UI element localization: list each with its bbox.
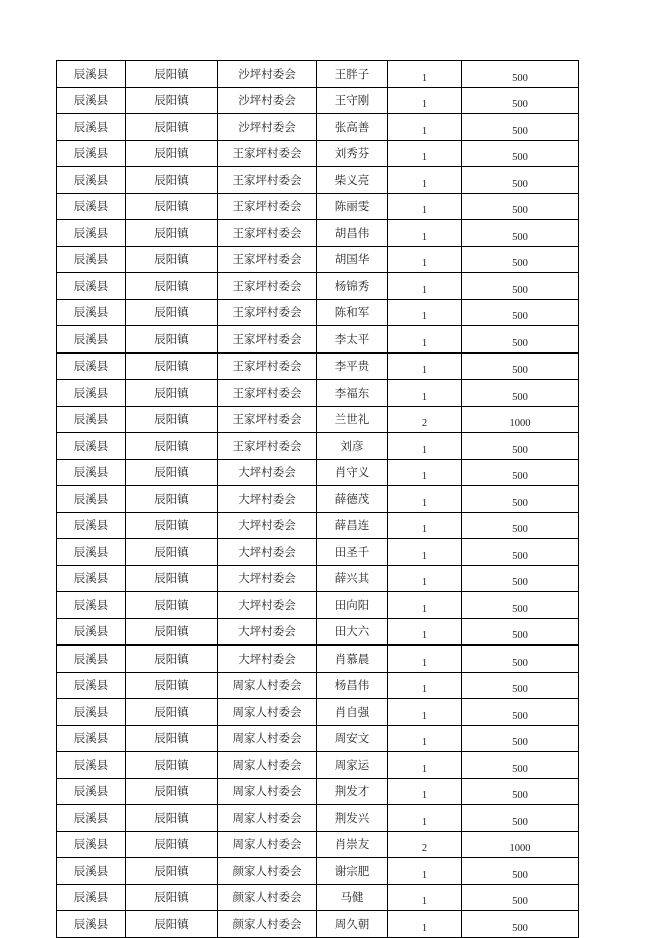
name-cell: 陈丽雯: [317, 193, 388, 220]
town-cell: 辰阳镇: [126, 326, 218, 353]
count-cell: 1: [388, 805, 462, 832]
table-row: [57, 299, 579, 326]
amount-cell: 500: [462, 778, 579, 805]
town-cell: 辰阳镇: [126, 140, 218, 167]
county-cell: 辰溪县: [57, 831, 126, 858]
county-cell: 辰溪县: [57, 167, 126, 194]
county-cell: 辰溪县: [57, 884, 126, 911]
county-cell: 辰溪县: [57, 380, 126, 407]
count-cell: 1: [388, 752, 462, 779]
town-cell: 辰阳镇: [126, 645, 218, 672]
town-cell: 辰阳镇: [126, 911, 218, 938]
town-cell: 辰阳镇: [126, 752, 218, 779]
table-row: [57, 220, 579, 247]
table-row: [57, 725, 579, 752]
amount-cell: 500: [462, 618, 579, 645]
table-row: [57, 486, 579, 513]
amount-cell: 500: [462, 167, 579, 194]
town-cell: 辰阳镇: [126, 486, 218, 513]
name-cell: 杨锦秀: [317, 273, 388, 300]
count-cell: 1: [388, 193, 462, 220]
name-cell: 刘秀芬: [317, 140, 388, 167]
table-row: [57, 884, 579, 911]
name-cell: 周安文: [317, 725, 388, 752]
count-cell: 1: [388, 353, 462, 380]
village-cell: 王家坪村委会: [218, 380, 317, 407]
count-cell: 1: [388, 565, 462, 592]
county-cell: 辰溪县: [57, 406, 126, 433]
county-cell: 辰溪县: [57, 193, 126, 220]
county-cell: 辰溪县: [57, 486, 126, 513]
village-cell: 大坪村委会: [218, 592, 317, 619]
village-cell: 大坪村委会: [218, 565, 317, 592]
amount-cell: 500: [462, 459, 579, 486]
amount-cell: 500: [462, 672, 579, 699]
county-cell: 辰溪县: [57, 140, 126, 167]
count-cell: 1: [388, 911, 462, 938]
amount-cell: 500: [462, 140, 579, 167]
table-row: [57, 565, 579, 592]
county-cell: 辰溪县: [57, 752, 126, 779]
town-cell: 辰阳镇: [126, 884, 218, 911]
town-cell: 辰阳镇: [126, 220, 218, 247]
county-cell: 辰溪县: [57, 61, 126, 88]
village-cell: 颜家人村委会: [218, 884, 317, 911]
amount-cell: 500: [462, 699, 579, 726]
name-cell: 杨昌伟: [317, 672, 388, 699]
name-cell: 王守刚: [317, 87, 388, 114]
count-cell: 1: [388, 167, 462, 194]
town-cell: 辰阳镇: [126, 699, 218, 726]
name-cell: 荆发兴: [317, 805, 388, 832]
town-cell: 辰阳镇: [126, 273, 218, 300]
amount-cell: 500: [462, 486, 579, 513]
table-row: [57, 645, 579, 672]
village-cell: 沙坪村委会: [218, 87, 317, 114]
village-cell: 沙坪村委会: [218, 114, 317, 141]
county-cell: 辰溪县: [57, 699, 126, 726]
village-cell: 周家人村委会: [218, 831, 317, 858]
count-cell: 1: [388, 220, 462, 247]
amount-cell: 500: [462, 380, 579, 407]
name-cell: 薛昌连: [317, 512, 388, 539]
county-cell: 辰溪县: [57, 433, 126, 460]
county-cell: 辰溪县: [57, 645, 126, 672]
count-cell: 1: [388, 61, 462, 88]
count-cell: 1: [388, 87, 462, 114]
table-row: [57, 273, 579, 300]
county-cell: 辰溪县: [57, 565, 126, 592]
name-cell: 田向阳: [317, 592, 388, 619]
name-cell: 田大六: [317, 618, 388, 645]
count-cell: 1: [388, 858, 462, 885]
count-cell: 2: [388, 831, 462, 858]
village-cell: 周家人村委会: [218, 725, 317, 752]
amount-cell: 500: [462, 193, 579, 220]
village-cell: 周家人村委会: [218, 752, 317, 779]
county-cell: 辰溪县: [57, 326, 126, 353]
count-cell: 1: [388, 618, 462, 645]
count-cell: 1: [388, 380, 462, 407]
name-cell: 肖自强: [317, 699, 388, 726]
name-cell: 刘彦: [317, 433, 388, 460]
village-cell: 周家人村委会: [218, 778, 317, 805]
amount-cell: 500: [462, 61, 579, 88]
table-row: [57, 752, 579, 779]
name-cell: 胡昌伟: [317, 220, 388, 247]
amount-cell: 500: [462, 645, 579, 672]
village-cell: 周家人村委会: [218, 672, 317, 699]
name-cell: 肖慕晨: [317, 645, 388, 672]
name-cell: 张高善: [317, 114, 388, 141]
town-cell: 辰阳镇: [126, 299, 218, 326]
town-cell: 辰阳镇: [126, 725, 218, 752]
table-row: [57, 618, 579, 645]
town-cell: 辰阳镇: [126, 87, 218, 114]
amount-cell: 500: [462, 884, 579, 911]
table-row: [57, 592, 579, 619]
village-cell: 周家人村委会: [218, 699, 317, 726]
amount-cell: 1000: [462, 831, 579, 858]
town-cell: 辰阳镇: [126, 459, 218, 486]
amount-cell: 500: [462, 539, 579, 566]
county-cell: 辰溪县: [57, 672, 126, 699]
village-cell: 王家坪村委会: [218, 433, 317, 460]
table-row: [57, 61, 579, 88]
table-row: [57, 193, 579, 220]
county-cell: 辰溪县: [57, 273, 126, 300]
name-cell: 薛兴其: [317, 565, 388, 592]
village-cell: 颜家人村委会: [218, 911, 317, 938]
town-cell: 辰阳镇: [126, 167, 218, 194]
town-cell: 辰阳镇: [126, 778, 218, 805]
county-cell: 辰溪县: [57, 725, 126, 752]
village-cell: 大坪村委会: [218, 618, 317, 645]
count-cell: 1: [388, 725, 462, 752]
county-cell: 辰溪县: [57, 87, 126, 114]
county-cell: 辰溪县: [57, 618, 126, 645]
count-cell: 1: [388, 299, 462, 326]
amount-cell: 1000: [462, 406, 579, 433]
amount-cell: 500: [462, 725, 579, 752]
village-cell: 大坪村委会: [218, 459, 317, 486]
town-cell: 辰阳镇: [126, 858, 218, 885]
table-row: [57, 831, 579, 858]
name-cell: 马健: [317, 884, 388, 911]
table-row: [57, 326, 579, 353]
town-cell: 辰阳镇: [126, 353, 218, 380]
table-row: [57, 380, 579, 407]
county-cell: 辰溪县: [57, 459, 126, 486]
county-cell: 辰溪县: [57, 805, 126, 832]
amount-cell: 500: [462, 353, 579, 380]
name-cell: 荆发才: [317, 778, 388, 805]
table-row: [57, 167, 579, 194]
table-row: [57, 406, 579, 433]
village-cell: 颜家人村委会: [218, 858, 317, 885]
count-cell: 1: [388, 273, 462, 300]
town-cell: 辰阳镇: [126, 805, 218, 832]
town-cell: 辰阳镇: [126, 618, 218, 645]
amount-cell: 500: [462, 752, 579, 779]
town-cell: 辰阳镇: [126, 114, 218, 141]
town-cell: 辰阳镇: [126, 565, 218, 592]
count-cell: 1: [388, 114, 462, 141]
table-row: [57, 114, 579, 141]
table-row: [57, 353, 579, 380]
count-cell: 1: [388, 672, 462, 699]
village-cell: 大坪村委会: [218, 512, 317, 539]
amount-cell: 500: [462, 433, 579, 460]
name-cell: 肖崇友: [317, 831, 388, 858]
name-cell: 肖守义: [317, 459, 388, 486]
name-cell: 薛德茂: [317, 486, 388, 513]
table-row: [57, 858, 579, 885]
county-cell: 辰溪县: [57, 592, 126, 619]
name-cell: 李太平: [317, 326, 388, 353]
table-row: [57, 539, 579, 566]
town-cell: 辰阳镇: [126, 831, 218, 858]
table-row: [57, 805, 579, 832]
amount-cell: 500: [462, 87, 579, 114]
table-row: [57, 433, 579, 460]
village-cell: 王家坪村委会: [218, 167, 317, 194]
amount-cell: 500: [462, 299, 579, 326]
name-cell: 周家运: [317, 752, 388, 779]
county-cell: 辰溪县: [57, 353, 126, 380]
table-row: [57, 87, 579, 114]
town-cell: 辰阳镇: [126, 592, 218, 619]
town-cell: 辰阳镇: [126, 406, 218, 433]
name-cell: 王胖子: [317, 61, 388, 88]
count-cell: 1: [388, 459, 462, 486]
town-cell: 辰阳镇: [126, 433, 218, 460]
name-cell: 陈和军: [317, 299, 388, 326]
amount-cell: 500: [462, 246, 579, 273]
county-cell: 辰溪县: [57, 220, 126, 247]
count-cell: 1: [388, 326, 462, 353]
county-cell: 辰溪县: [57, 246, 126, 273]
name-cell: 胡国华: [317, 246, 388, 273]
county-cell: 辰溪县: [57, 858, 126, 885]
town-cell: 辰阳镇: [126, 61, 218, 88]
town-cell: 辰阳镇: [126, 672, 218, 699]
count-cell: 1: [388, 778, 462, 805]
count-cell: 1: [388, 539, 462, 566]
count-cell: 1: [388, 433, 462, 460]
count-cell: 2: [388, 406, 462, 433]
amount-cell: 500: [462, 805, 579, 832]
village-cell: 王家坪村委会: [218, 406, 317, 433]
town-cell: 辰阳镇: [126, 539, 218, 566]
town-cell: 辰阳镇: [126, 246, 218, 273]
count-cell: 1: [388, 246, 462, 273]
table-row: [57, 459, 579, 486]
amount-cell: 500: [462, 565, 579, 592]
county-cell: 辰溪县: [57, 778, 126, 805]
village-cell: 周家人村委会: [218, 805, 317, 832]
county-cell: 辰溪县: [57, 114, 126, 141]
town-cell: 辰阳镇: [126, 193, 218, 220]
count-cell: 1: [388, 512, 462, 539]
village-cell: 王家坪村委会: [218, 193, 317, 220]
village-cell: 王家坪村委会: [218, 273, 317, 300]
county-cell: 辰溪县: [57, 299, 126, 326]
amount-cell: 500: [462, 114, 579, 141]
table-row: [57, 140, 579, 167]
amount-cell: 500: [462, 512, 579, 539]
name-cell: 柴义亮: [317, 167, 388, 194]
name-cell: 田圣千: [317, 539, 388, 566]
table-row: [57, 699, 579, 726]
county-cell: 辰溪县: [57, 539, 126, 566]
amount-cell: 500: [462, 326, 579, 353]
village-cell: 王家坪村委会: [218, 220, 317, 247]
village-cell: 大坪村委会: [218, 645, 317, 672]
count-cell: 1: [388, 592, 462, 619]
table-row: [57, 512, 579, 539]
amount-cell: 500: [462, 858, 579, 885]
name-cell: 李平贵: [317, 353, 388, 380]
table-row: [57, 911, 579, 938]
count-cell: 1: [388, 699, 462, 726]
village-cell: 王家坪村委会: [218, 326, 317, 353]
table-row: [57, 778, 579, 805]
village-cell: 大坪村委会: [218, 539, 317, 566]
count-cell: 1: [388, 645, 462, 672]
county-cell: 辰溪县: [57, 512, 126, 539]
name-cell: 兰世礼: [317, 406, 388, 433]
village-cell: 沙坪村委会: [218, 61, 317, 88]
town-cell: 辰阳镇: [126, 380, 218, 407]
village-cell: 王家坪村委会: [218, 299, 317, 326]
amount-cell: 500: [462, 911, 579, 938]
table-row: [57, 246, 579, 273]
name-cell: 周久朝: [317, 911, 388, 938]
town-cell: 辰阳镇: [126, 512, 218, 539]
village-cell: 大坪村委会: [218, 486, 317, 513]
table-row: [57, 672, 579, 699]
amount-cell: 500: [462, 220, 579, 247]
count-cell: 1: [388, 486, 462, 513]
count-cell: 1: [388, 884, 462, 911]
amount-cell: 500: [462, 273, 579, 300]
roster-table: [56, 60, 579, 938]
village-cell: 王家坪村委会: [218, 353, 317, 380]
village-cell: 王家坪村委会: [218, 140, 317, 167]
village-cell: 王家坪村委会: [218, 246, 317, 273]
count-cell: 1: [388, 140, 462, 167]
name-cell: 谢宗肥: [317, 858, 388, 885]
amount-cell: 500: [462, 592, 579, 619]
county-cell: 辰溪县: [57, 911, 126, 938]
name-cell: 李福东: [317, 380, 388, 407]
